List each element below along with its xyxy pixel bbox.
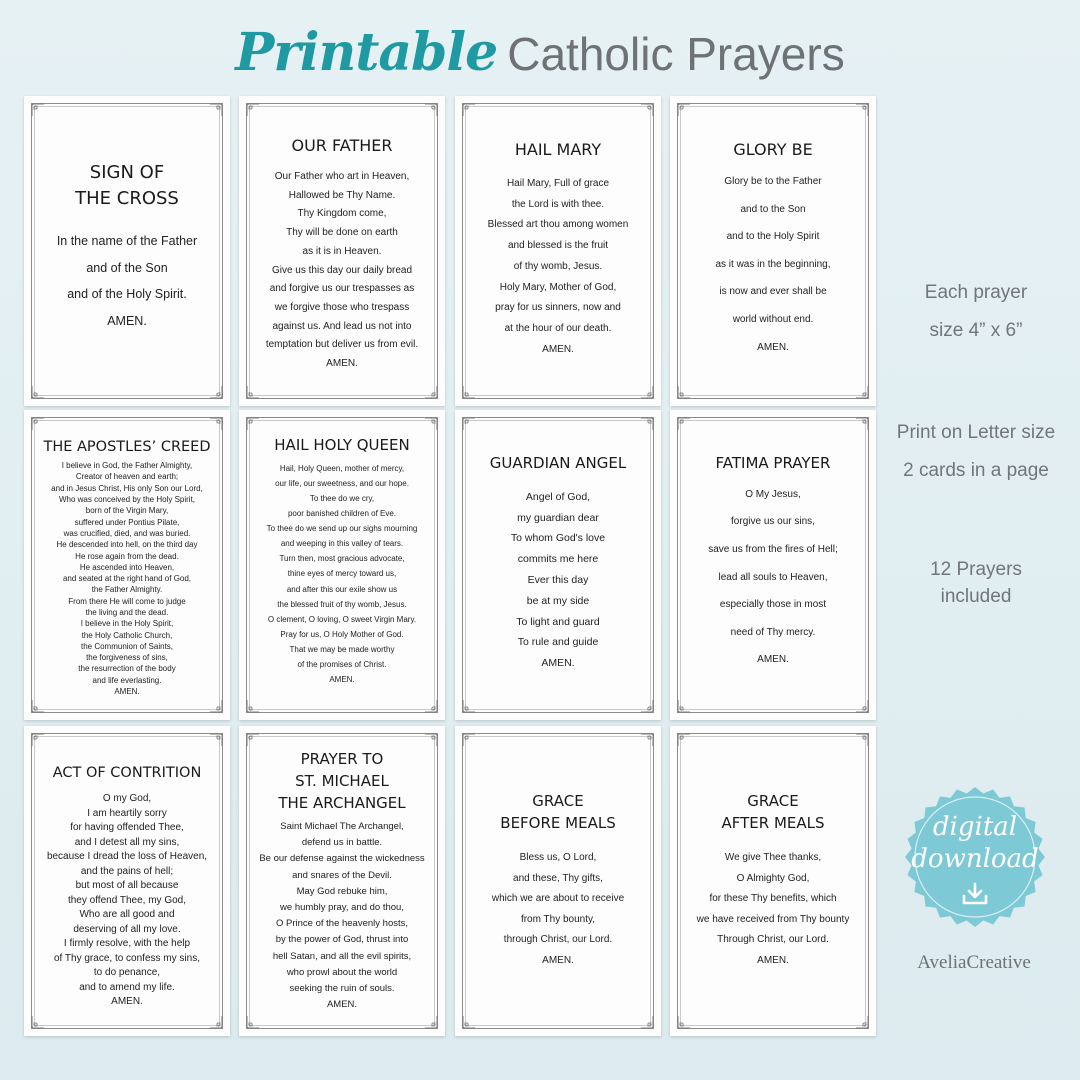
prayer-text: I believe in God, the Father Almighty, Creator of heaven and earth; and in Jesus Christ, His only Son our Lord, Who was conceived by the Holy Spirit, born of the Virgin Mary, suffered under Pontius Pilate, was crucified, died, and was buried. He descended into hell, on the third day He rose again from the dead. He ascended into Heaven, and seated at the right hand of God, the Father Almighty. From there He will come to judge the living and the dead. I believe in the Holy Spirit, the Holy Catholic Church, the Communion of Saints, the forgiveness of sins, the resurrection of the body and life everlasting. AMEN. bbox=[51, 461, 203, 697]
prayer-card-st-michael bbox=[239, 726, 445, 1036]
prayer-text: Hail, Holy Queen, mother of mercy, our life, our sweetness, and our hope. To thee do we cry, poor banished children of Eve. To thee do we send up our sighs mourning and weeping in this valley of tears. Turn then, most gracious advocate, thine eyes of mercy toward us, and after this our exile show us the blessed fruit of thy womb, Jesus. O clement, O loving, O sweet Virgin Mary. Pray for us, O Holy Mother of God. That we may be made worthy of the promises of Christ. AMEN. bbox=[266, 463, 418, 685]
prayer-text: Our Father who art in Heaven, Hallowed be Thy Name. Thy Kingdom come, Thy will be done on earth as it is in Heaven. Give us this day our daily bread and forgive us our trespasses as we forgive those who trespass against us. And lead us not into temptation but deliver us from evil. AMEN. bbox=[265, 171, 419, 370]
prayer-title: ACT OF CONTRITION bbox=[52, 765, 202, 781]
prayer-text: O My Jesus, forgive us our sins, save us from the fires of Hell; lead all souls to Heaven, especially those in most need of Thy mercy. AMEN. bbox=[708, 488, 838, 666]
prayer-card-guardian-angel bbox=[455, 410, 661, 720]
badge-line2: download bbox=[911, 844, 1039, 874]
badge-line1: digital bbox=[932, 812, 1018, 842]
prayer-card-fatima-prayer bbox=[670, 410, 876, 720]
prayer-title: HAIL MARY bbox=[514, 140, 602, 159]
download-icon bbox=[961, 882, 989, 906]
prayer-title: GUARDIAN ANGEL bbox=[489, 454, 627, 472]
prayer-title: THE APOSTLES’ CREED bbox=[43, 439, 211, 455]
prayer-count-line1: 12 Prayers bbox=[930, 559, 1022, 580]
prayer-text: We give Thee thanks, O Almighty God, for these Thy benefits, which we have received from Thy bounty Through Christ, our Lord. AMEN. bbox=[696, 852, 850, 966]
prayer-text: Glory be to the Father and to the Son and to the Holy Spirit as it was in the beginning, is now and ever shall be world without end. AMEN. bbox=[715, 176, 831, 353]
card-size-line1: Each prayer bbox=[924, 282, 1028, 303]
prayer-card-hail-holy-queen bbox=[239, 410, 445, 720]
prayer-title: PRAYER TO ST. MICHAEL THE ARCHANGEL bbox=[278, 750, 406, 812]
prayer-count-line2: included bbox=[940, 586, 1012, 607]
prayer-card-grace-after-meals bbox=[670, 726, 876, 1036]
digital-download-badge bbox=[904, 786, 1046, 928]
prayer-title: GRACE BEFORE MEALS bbox=[500, 792, 616, 832]
prayer-title: SIGN OF THE CROSS bbox=[75, 162, 179, 209]
print-line1: Print on Letter size bbox=[896, 422, 1056, 443]
prayer-title: HAIL HOLY QUEEN bbox=[274, 436, 410, 454]
prayer-card-our-father bbox=[239, 96, 445, 406]
prayer-text: Saint Michael The Archangel, defend us in battle. Be our defense against the wickedness and snares of the Devil. May God rebuke him, we humbly pray, and do thou, O Prince of the heavenly hosts, by the power of God, thrust into hell Satan, and all the evil spirits, who prowl about the world seeking the ruin of souls. AMEN. bbox=[259, 821, 425, 1011]
prayer-card-sign-of-the-cross bbox=[24, 96, 230, 406]
prayer-text: Hail Mary, Full of grace the Lord is with thee. Blessed art thou among women and blessed is the fruit of thy womb, Jesus. Holy Mary, Mother of God, pray for us sinners, now and at the hour of our death. AMEN. bbox=[487, 178, 629, 355]
prayer-text: Angel of God, my guardian dear To whom God's love commits me here Ever this day be at my side To light and guard To rule and guide AMEN. bbox=[510, 490, 606, 670]
prayer-card-act-of-contrition bbox=[24, 726, 230, 1036]
prayer-card-grace-before-meals bbox=[455, 726, 661, 1036]
prayer-text: Bless us, O Lord, and these, Thy gifts, which we are about to receive from Thy bounty, through Christ, our Lord. AMEN. bbox=[491, 852, 625, 966]
brand-name: AveliaCreative bbox=[917, 952, 1031, 973]
title-plain: Catholic Prayers bbox=[507, 28, 845, 80]
prayer-text: O my God, I am heartily sorry for having offended Thee, and I detest all my sins, because I dread the loss of Heaven, and the pains of hell; but most of all because they offend Thee, my God, Who are all good and deserving of all my love. I firmly resolve, with the help of Thy grace, to confess my sins, to do penance, and to amend my life. AMEN. bbox=[46, 793, 208, 1008]
card-size-line2: size 4” x 6” bbox=[929, 320, 1023, 341]
prayer-title: OUR FATHER bbox=[291, 136, 393, 155]
prayer-card-glory-be bbox=[670, 96, 876, 406]
card-size-note bbox=[880, 274, 1072, 350]
prayer-card-apostles-creed bbox=[24, 410, 230, 720]
prayer-text: In the name of the Father and of the Son and of the Holy Spirit. AMEN. bbox=[56, 234, 198, 328]
page-title bbox=[0, 18, 1080, 101]
prayer-count-note bbox=[880, 556, 1072, 610]
title-script: Printable bbox=[235, 22, 498, 83]
print-note bbox=[880, 414, 1072, 490]
prayer-card-hail-mary bbox=[455, 96, 661, 406]
print-line2: 2 cards in a page bbox=[903, 460, 1049, 481]
prayer-title: GRACE AFTER MEALS bbox=[721, 792, 825, 832]
prayer-title: GLORY BE bbox=[733, 140, 813, 159]
prayer-title: FATIMA PRAYER bbox=[715, 454, 831, 472]
